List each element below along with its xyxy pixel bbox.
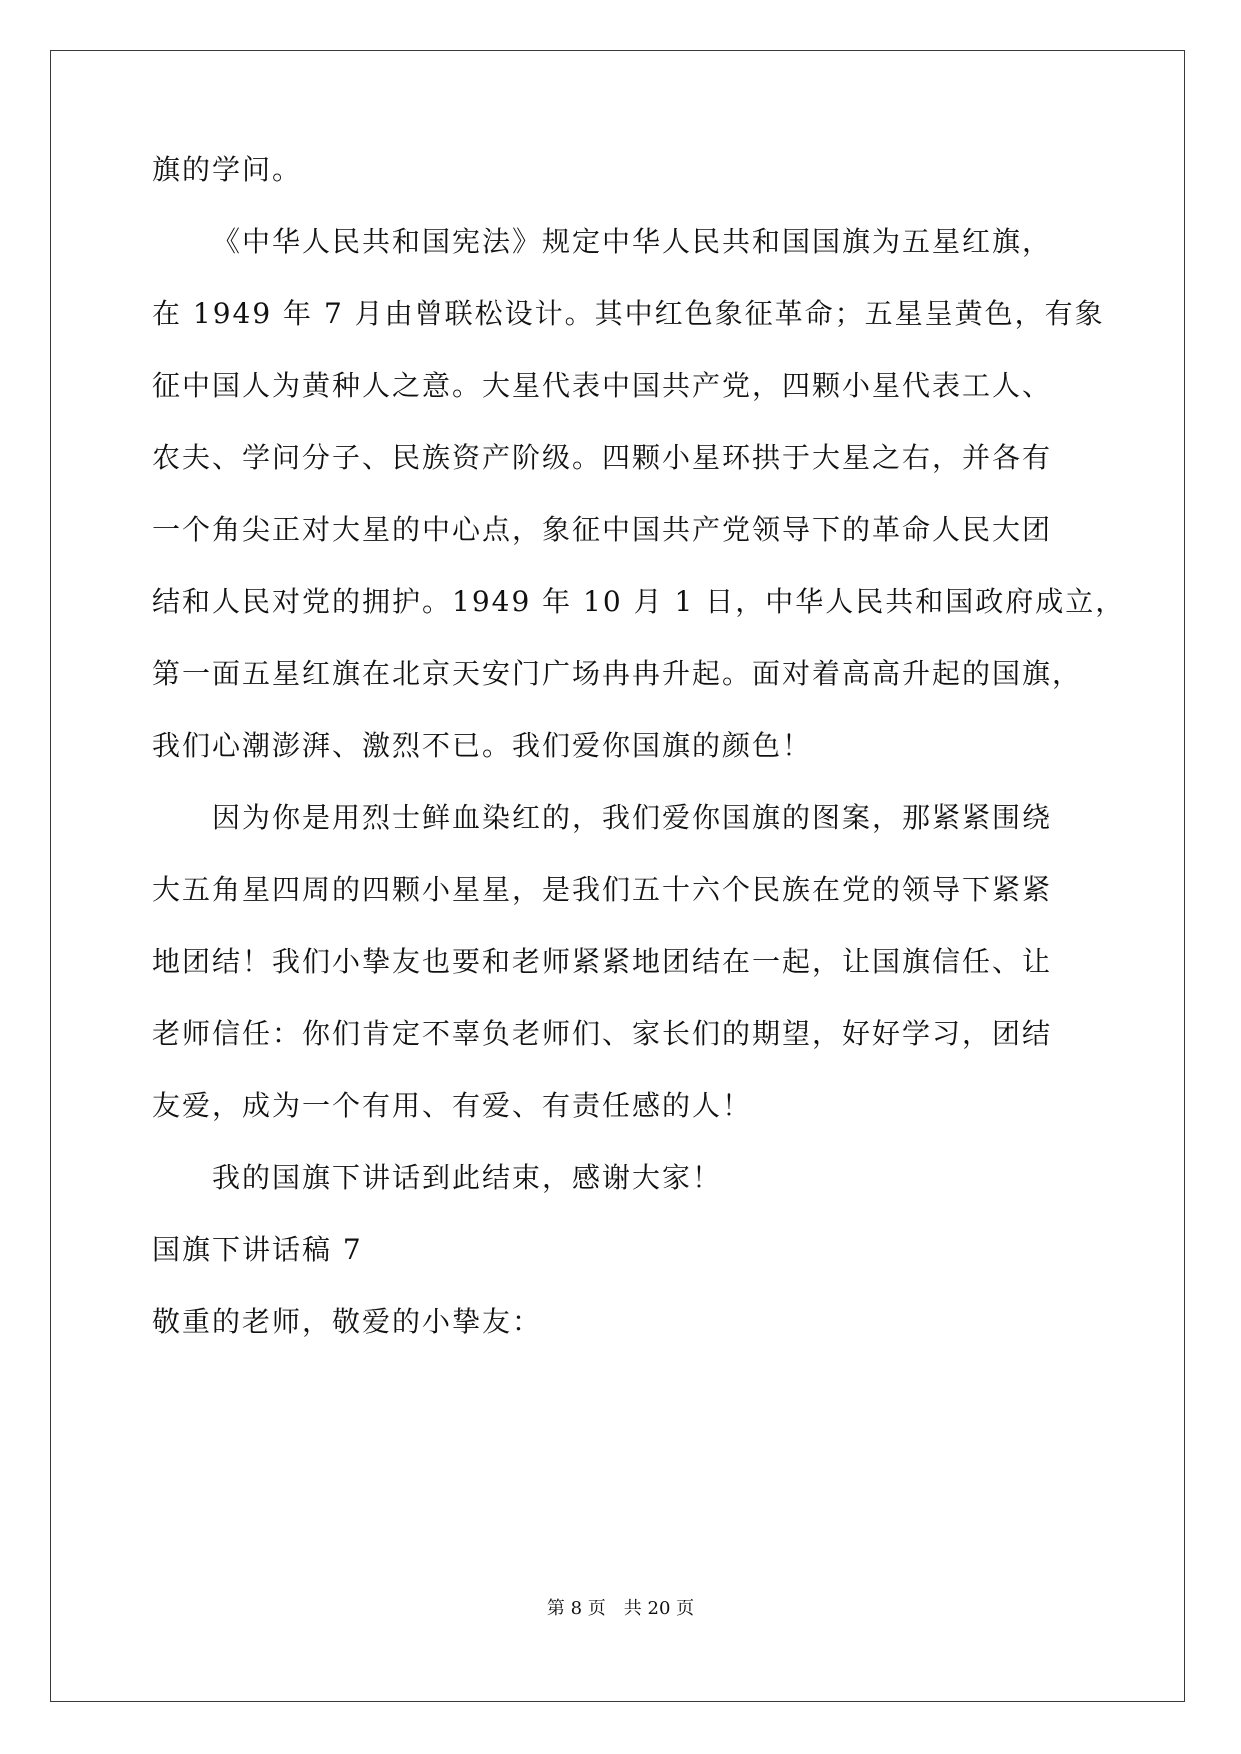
text-line: 友爱，成为一个有用、有爱、有责任感的人！ — [152, 1089, 753, 1122]
text-line: 一个角尖正对大星的中心点，象征中国共产党领导下的革命人民大团 — [152, 513, 1053, 546]
page-number-current: 第 8 页 — [546, 1598, 606, 1619]
section-heading: 国旗下讲话稿 7 — [152, 1233, 363, 1266]
text-line: 大五角星四周的四颗小星星，是我们五十六个民族在党的领导下紧紧 — [152, 873, 1053, 906]
text-line: 第一面五星红旗在北京天安门广场冉冉升起。面对着高高升起的国旗， — [152, 657, 1083, 690]
paragraph-start-line: 《中华人民共和国宪法》规定中华人民共和国国旗为五星红旗， — [212, 225, 1053, 258]
greeting-line: 敬重的老师，敬爱的小挚友： — [152, 1305, 543, 1338]
text-line: 结和人民对党的拥护。1949 年 10 月 1 日，中华人民共和国政府成立， — [152, 585, 1126, 618]
text-line: 地团结！我们小挚友也要和老师紧紧地团结在一起，让国旗信任、让 — [152, 945, 1053, 978]
text-line: 旗的学问。 — [152, 153, 303, 186]
page-footer — [0, 1597, 1241, 1621]
text-line: 征中国人为黄种人之意。大星代表中国共产党，四颗小星代表工人、 — [152, 369, 1053, 402]
text-line: 我们心潮澎湃、激烈不已。我们爱你国旗的颜色！ — [152, 729, 813, 762]
paragraph-start-line: 我的国旗下讲话到此结束，感谢大家！ — [212, 1161, 723, 1194]
text-line: 老师信任：你们肯定不辜负老师们、家长们的期望，好好学习，团结 — [152, 1017, 1053, 1050]
page-number-total: 共 20 页 — [623, 1598, 695, 1619]
text-line: 农夫、学问分子、民族资产阶级。四颗小星环拱于大星之右，并各有 — [152, 441, 1053, 474]
text-line: 在 1949 年 7 月由曾联松设计。其中红色象征革命；五星呈黄色，有象 — [152, 297, 1105, 330]
paragraph-start-line: 因为你是用烈士鲜血染红的，我们爱你国旗的图案，那紧紧围绕 — [212, 801, 1053, 834]
